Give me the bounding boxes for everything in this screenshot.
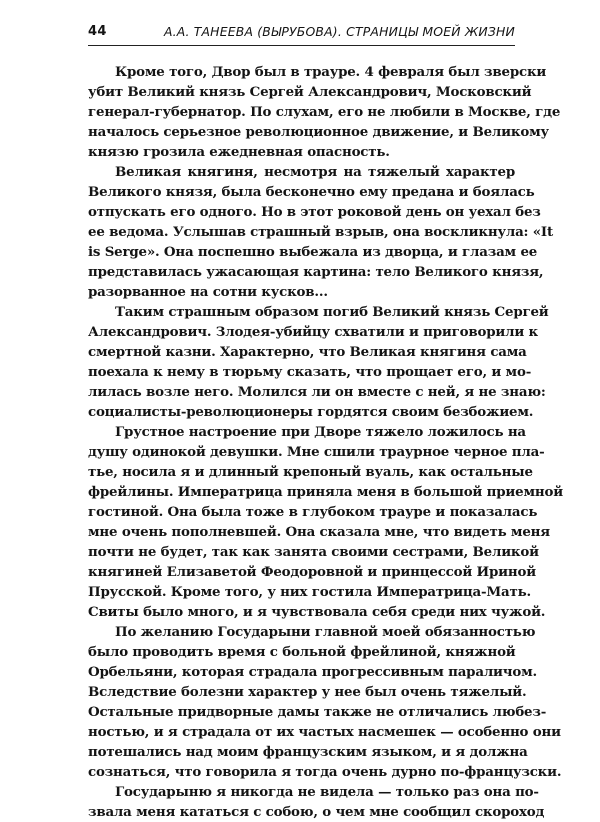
text-line: поехала к нему в тюрьму сказать, что прощает его, и мо- xyxy=(88,364,532,380)
text-line: социалисты-революционеры гордятся своим безбожием. xyxy=(88,404,534,420)
paragraph-5 xyxy=(88,622,562,782)
text-line: Александрович. Злодея-убийцу схватили и приговорили к xyxy=(88,324,539,340)
paragraph-6 xyxy=(88,782,545,822)
text-line: Великого князя, была бесконечно ему предана и боялась xyxy=(88,184,535,200)
text-line: ее ведома. Услышав страшный взрыв, она воскликнула: «It xyxy=(88,224,553,240)
text-line: Прусской. Кроме того, у них гостила Императрица-Мать. xyxy=(88,584,531,600)
text-line: было проводить время с больной фрейлиной, княжной xyxy=(88,644,516,660)
text-line: сознаться, что говорила я тогда очень дурно по-французски. xyxy=(88,764,562,780)
text-line: Вследствие болезни характер у нее был очень тяжелый. xyxy=(88,684,527,700)
body-text xyxy=(88,62,563,822)
text-line: князю грозила ежедневная опасность. xyxy=(88,144,390,160)
text-line: Остальные придворные дамы также не отличались любез- xyxy=(88,704,547,720)
paragraph-2 xyxy=(88,162,553,302)
text-line: Орбельяни, которая страдала прогрессивным параличом. xyxy=(88,664,538,680)
text-line: душу одинокой девушки. Мне сшили траурное черное пла- xyxy=(88,444,545,460)
text-line: почти не будет, так как занята своими сестрами, Великой xyxy=(88,544,539,560)
paragraph-3 xyxy=(88,302,549,422)
paragraph-4 xyxy=(88,422,563,622)
text-line: смертной казни. Характерно, что Великая княгиня сама xyxy=(88,344,527,360)
running-head xyxy=(88,22,515,44)
text-line: Великая княгиня, несмотря на тяжелый характер xyxy=(115,164,515,180)
text-line: Кроме того, Двор был в трауре. 4 февраля был зверски xyxy=(115,64,547,80)
text-line: началось серьезное революционное движение, и Великому xyxy=(88,124,549,140)
text-line: убит Великий князь Сергей Александрович, Московский xyxy=(88,84,532,100)
running-title: А.А. ТАНЕЕВА (ВЫРУБОВА). СТРАНИЦЫ МОЕЙ ЖИЗНИ xyxy=(163,24,515,39)
text-line: отпускать его одного. Но в этот роковой день он уехал без xyxy=(88,204,541,220)
text-line: разорванное на сотни кусков... xyxy=(88,284,328,300)
text-line: Государыню я никогда не видела — только раз она по- xyxy=(115,784,539,800)
text-line: потешались над моим французским языком, и я должна xyxy=(88,744,528,760)
text-line: мне очень пополневшей. Она сказала мне, что видеть меня xyxy=(88,524,550,540)
text-line: фрейлины. Императрица приняла меня в большой приемной xyxy=(88,484,563,500)
text-line: представилась ужасающая картина: тело Великого князя, xyxy=(88,264,544,280)
text-line: лилась возле него. Молился ли он вместе с ней, я не знаю: xyxy=(88,384,546,400)
text-line: звала меня кататься с собою, о чем мне сообщил скороход xyxy=(88,804,545,820)
paragraph-1 xyxy=(88,62,561,162)
text-line: Таким страшным образом погиб Великий князь Сергей xyxy=(115,304,549,320)
text-line: генерал-губернатор. По слухам, его не любили в Москве, где xyxy=(88,104,561,120)
text-line: Свиты было много, и я чувствовала себя среди них чужой. xyxy=(88,604,546,620)
text-line: гостиной. Она была тоже в глубоком трауре и показалась xyxy=(88,504,538,520)
text-line: тье, носила я и длинный крепоный вуаль, как остальные xyxy=(88,464,533,480)
text-line: По желанию Государыни главной моей обязанностью xyxy=(115,624,536,640)
text-line: is Serge». Она поспешно выбежала из дворца, и глазам ее xyxy=(88,244,538,260)
text-line: Грустное настроение при Дворе тяжело ложилось на xyxy=(115,424,526,440)
header-rule xyxy=(88,45,515,46)
page-number: 44 xyxy=(88,24,107,39)
text-line: княгиней Елизаветой Феодоровной и принцессой Ириной xyxy=(88,564,536,580)
text-line: ностью, и я страдала от их частых насмешек — особенно они xyxy=(88,724,561,740)
